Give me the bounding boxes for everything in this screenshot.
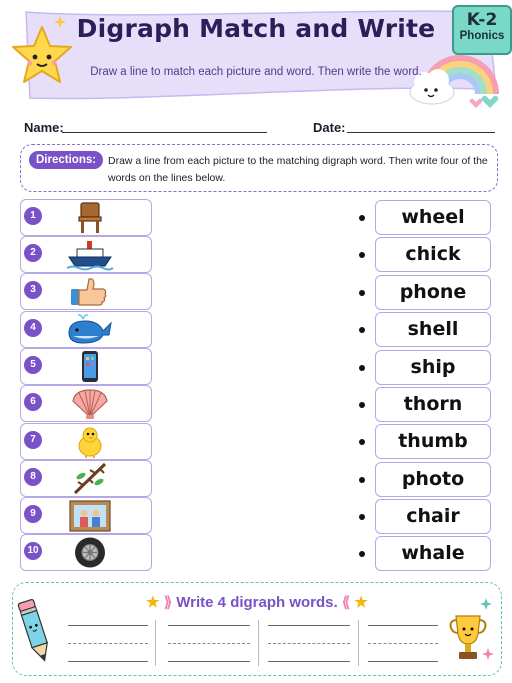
word-box[interactable]: ship	[375, 350, 491, 385]
grade-badge	[452, 5, 512, 55]
grade-label: K-2	[466, 10, 498, 30]
word-box[interactable]: chair	[375, 499, 491, 534]
picture-number: 3	[24, 281, 42, 299]
word-box[interactable]: thorn	[375, 387, 491, 422]
sparkle-right-icon: ⟪	[341, 594, 351, 611]
thumb-icon	[65, 275, 115, 308]
pencil-icon	[16, 596, 54, 666]
write-section-title	[13, 593, 501, 611]
write-title-text: Write 4 digraph words.	[176, 594, 338, 611]
picture-number: 4	[24, 319, 42, 337]
picture-number: 8	[24, 468, 42, 486]
word-box[interactable]: thumb	[375, 424, 491, 459]
phone-icon	[65, 350, 115, 383]
picture-box-2[interactable]	[20, 236, 152, 273]
match-dot[interactable]	[359, 365, 365, 371]
subject-label: Phonics	[459, 30, 505, 42]
picture-box-4[interactable]	[20, 311, 152, 348]
picture-number: 10	[24, 542, 42, 560]
chick-icon	[65, 425, 115, 458]
directions-label: Directions:	[29, 151, 103, 169]
photo-icon	[65, 499, 115, 532]
picture-box-7[interactable]	[20, 423, 152, 460]
picture-box-6[interactable]	[20, 385, 152, 422]
star-pink-icon	[482, 648, 494, 660]
name-label: Name:	[24, 120, 64, 135]
match-dot[interactable]	[359, 439, 365, 445]
date-line[interactable]	[347, 132, 495, 133]
word-box[interactable]: photo	[375, 462, 491, 497]
ship-icon	[65, 238, 115, 271]
page-subtitle: Draw a line to match each picture and word. Then write the word.	[90, 66, 422, 78]
sparkle-left-icon: ⟫	[163, 594, 173, 611]
picture-box-9[interactable]	[20, 497, 152, 534]
picture-number: 5	[24, 356, 42, 374]
name-line[interactable]	[62, 132, 267, 133]
wheel-icon	[65, 536, 115, 569]
whale-icon	[65, 313, 115, 346]
directions-text: Draw a line from each picture to the matching digraph word. Then write four of the words on the lines below.	[108, 155, 488, 184]
picture-box-1[interactable]	[20, 199, 152, 236]
picture-number: 7	[24, 431, 42, 449]
word-box[interactable]: shell	[375, 312, 491, 347]
column-divider	[155, 620, 156, 666]
page-title: Digraph Match and Write	[76, 14, 436, 43]
picture-number: 2	[24, 244, 42, 262]
match-dot[interactable]	[359, 402, 365, 408]
star-icon: ★	[146, 594, 160, 611]
column-divider	[258, 620, 259, 666]
match-dot[interactable]	[359, 477, 365, 483]
match-dot[interactable]	[359, 290, 365, 296]
picture-number: 6	[24, 393, 42, 411]
match-dot[interactable]	[359, 514, 365, 520]
column-divider	[358, 620, 359, 666]
match-dot[interactable]	[359, 252, 365, 258]
word-box[interactable]: phone	[375, 275, 491, 310]
picture-box-8[interactable]	[20, 460, 152, 497]
chair-icon	[65, 201, 115, 234]
thorn-icon	[65, 462, 115, 495]
picture-box-5[interactable]	[20, 348, 152, 385]
date-label: Date:	[313, 120, 346, 135]
picture-box-3[interactable]	[20, 273, 152, 310]
picture-box-10[interactable]	[20, 534, 152, 571]
match-dot[interactable]	[359, 327, 365, 333]
directions-box	[20, 144, 498, 192]
match-dot[interactable]	[359, 215, 365, 221]
word-box[interactable]: chick	[375, 237, 491, 272]
word-box[interactable]: whale	[375, 536, 491, 571]
picture-number: 1	[24, 207, 42, 225]
word-box[interactable]: wheel	[375, 200, 491, 235]
picture-number: 9	[24, 505, 42, 523]
star-icon: ★	[354, 594, 368, 611]
star-teal-icon	[480, 598, 492, 610]
shell-icon	[65, 387, 115, 420]
match-dot[interactable]	[359, 551, 365, 557]
